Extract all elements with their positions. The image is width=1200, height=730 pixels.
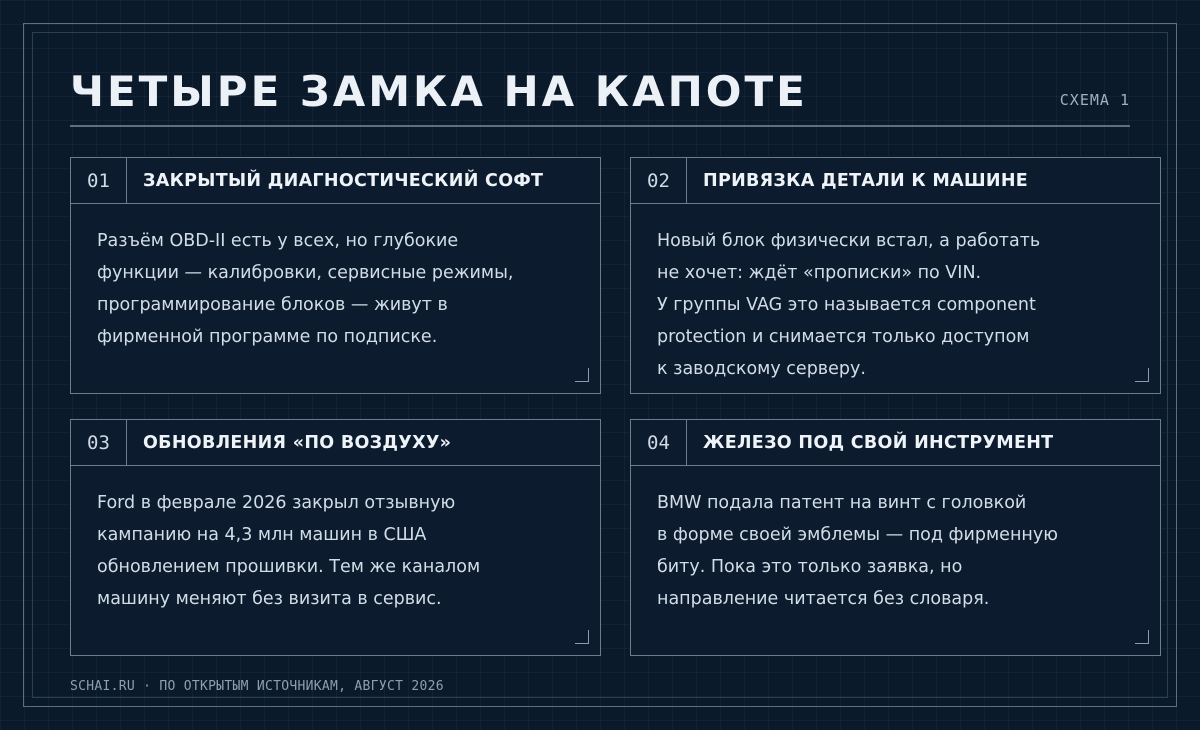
- card-body-line: биту. Пока это только заявка, но: [657, 557, 963, 577]
- card-number: 02: [631, 158, 687, 203]
- card-body: [657, 487, 1140, 615]
- scheme-label: СХЕМА 1: [1059, 91, 1130, 109]
- card-body-line: Разъём OBD-II есть у всех, но глубокие: [97, 231, 459, 251]
- card-title: ОБНОВЛЕНИЯ «ПО ВОЗДУХУ»: [143, 432, 452, 453]
- footer-source: SCHAI.RU · ПО ОТКРЫТЫМ ИСТОЧНИКАМ, АВГУСТ 2026: [70, 679, 444, 694]
- card-number: 04: [631, 420, 687, 465]
- card-header: [71, 158, 600, 204]
- card-body-line: направление читается без словаря.: [657, 589, 990, 609]
- corner-mark: [575, 630, 589, 644]
- card-number: 01: [71, 158, 127, 203]
- card-body: [97, 225, 580, 353]
- card-body-line: программирование блоков — живут в: [97, 295, 448, 315]
- card-closed-diagnostic-software: [70, 157, 601, 394]
- card-header: [631, 420, 1160, 466]
- card-body-line: protection и снимается только доступом: [657, 327, 1030, 347]
- card-body-line: Новый блок физически встал, а работать: [657, 231, 1041, 251]
- card-title: ПРИВЯЗКА ДЕТАЛИ К МАШИНЕ: [703, 170, 1029, 191]
- card-body-line: обновлением прошивки. Тем же каналом: [97, 557, 481, 577]
- card-header: [71, 420, 600, 466]
- page-title: ЧЕТЫРЕ ЗАМКА НА КАПОТЕ: [70, 67, 808, 116]
- card-part-binding: [630, 157, 1161, 394]
- card-body-line: У группы VAG это называется component: [657, 295, 1036, 315]
- card-body: [657, 225, 1140, 385]
- corner-mark: [1135, 368, 1149, 382]
- card-body-line: фирменной программе по подписке.: [97, 327, 438, 347]
- card-body: [97, 487, 580, 615]
- corner-mark: [575, 368, 589, 382]
- card-body-line: функции — калибровки, сервисные режимы,: [97, 263, 514, 283]
- card-body-line: Ford в феврале 2026 закрыл отзывную: [97, 493, 456, 513]
- card-ota-updates: [70, 419, 601, 656]
- card-body-line: BMW подала патент на винт с головкой: [657, 493, 1027, 513]
- card-body-line: машину меняют без визита в сервис.: [97, 589, 442, 609]
- card-title: ЗАКРЫТЫЙ ДИАГНОСТИЧЕСКИЙ СОФТ: [143, 170, 544, 191]
- card-title: ЖЕЛЕЗО ПОД СВОЙ ИНСТРУМЕНТ: [703, 432, 1054, 453]
- card-number: 03: [71, 420, 127, 465]
- card-header: [631, 158, 1160, 204]
- title-divider: [70, 125, 1130, 127]
- corner-mark: [1135, 630, 1149, 644]
- card-body-line: кампанию на 4,3 млн машин в США: [97, 525, 427, 545]
- card-proprietary-hardware: [630, 419, 1161, 656]
- card-body-line: в форме своей эмблемы — под фирменную: [657, 525, 1058, 545]
- card-body-line: не хочет: ждёт «прописки» по VIN.: [657, 263, 982, 283]
- card-body-line: к заводскому серверу.: [657, 359, 866, 379]
